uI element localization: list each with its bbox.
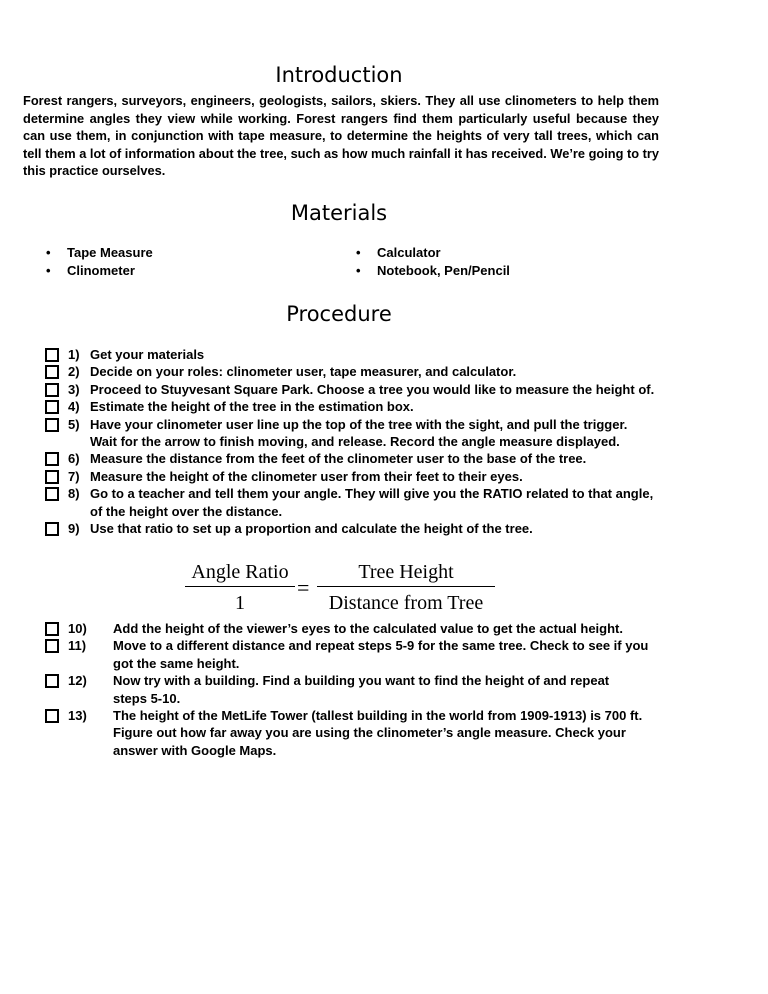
introduction-heading: Introduction — [275, 63, 403, 87]
procedure-heading: Procedure — [286, 302, 392, 326]
procedure-step: 10) Add the height of the viewer’s eyes to the calculated value to get the actual height. — [0, 620, 768, 637]
step-checkbox[interactable] — [45, 522, 59, 536]
step-checkbox[interactable] — [45, 470, 59, 484]
bullet-icon: • — [356, 263, 361, 278]
procedure-step: 9) Use that ratio to set up a proportion and calculate the height of the tree. — [0, 520, 768, 537]
equals-sign: = — [297, 575, 310, 600]
procedure-step: 6) Measure the distance from the feet of the clinometer user to the base of the tree. — [0, 450, 768, 467]
bullet-icon: • — [46, 245, 51, 260]
formula-denominator: Distance from Tree — [328, 592, 484, 614]
step-checkbox[interactable] — [45, 622, 59, 636]
step-checkbox[interactable] — [45, 348, 59, 362]
procedure-steps-continued — [0, 620, 768, 759]
procedure-step: 2) Decide on your roles: clinometer user, tape measurer, and calculator. — [0, 363, 768, 380]
procedure-step: 7) Measure the height of the clinometer user from their feet to their eyes. — [0, 468, 768, 485]
materials-heading: Materials — [290, 201, 388, 225]
material-item: • Notebook, Pen/Pencil — [356, 263, 510, 278]
procedure-step: 1) Get your materials — [0, 346, 768, 363]
formula-denominator: 1 — [235, 592, 245, 614]
step-checkbox[interactable] — [45, 418, 59, 432]
step-checkbox[interactable] — [45, 674, 59, 688]
formula-numerator: Angle Ratio — [191, 561, 289, 583]
right-fraction — [317, 558, 495, 617]
materials-list-left — [45, 244, 153, 280]
bullet-icon: • — [356, 245, 361, 260]
step-checkbox[interactable] — [45, 400, 59, 414]
formula-numerator: Tree Height — [358, 561, 454, 583]
step-checkbox[interactable] — [45, 639, 59, 653]
bullet-icon: • — [46, 263, 51, 278]
material-item: • Tape Measure — [46, 245, 153, 260]
material-item: • Calculator — [356, 245, 441, 260]
step-checkbox[interactable] — [45, 383, 59, 397]
step-checkbox[interactable] — [45, 452, 59, 466]
procedure-step: 12) Now try with a building. Find a building you want to find the height of and repeat steps 5-10. — [0, 672, 768, 707]
left-fraction — [185, 558, 295, 617]
introduction-paragraph: Forest rangers, surveyors, engineers, geologists, sailors, skiers. They all use clinometers to help them determine angles they view while working. Forest rangers find them particularly useful because they can use them, in conjunction with tape measure, to determine the heights of very tall trees, which can tell them a lot of information about the tree, such as how much rainfall it has received. We’re going to try this practice ourselves. — [23, 93, 659, 179]
procedure-step: 8) Go to a teacher and tell them your angle. They will give you the RATIO related to that angle, of the height over the distance. — [0, 485, 768, 520]
step-checkbox[interactable] — [45, 709, 59, 723]
procedure-step: 4) Estimate the height of the tree in the estimation box. — [0, 398, 768, 415]
materials-list-right — [355, 244, 510, 280]
ratio-formula — [185, 558, 495, 618]
procedure-step: 13) The height of the MetLife Tower (tallest building in the world from 1909-1913) is 700 ft. Figure out how far away you are using the clinometer’s angle measure. Check your answer with Google Maps. — [0, 707, 768, 759]
material-item: • Clinometer — [46, 263, 135, 278]
step-checkbox[interactable] — [45, 487, 59, 501]
procedure-step: 3) Proceed to Stuyvesant Square Park. Choose a tree you would like to measure the height of. — [0, 381, 768, 398]
procedure-steps — [0, 346, 768, 537]
procedure-step: 11) Move to a different distance and repeat steps 5-9 for the same tree. Check to see if you got the same height. — [0, 637, 768, 672]
step-checkbox[interactable] — [45, 365, 59, 379]
procedure-step: 5) Have your clinometer user line up the top of the tree with the sight, and pull the trigger. Wait for the arrow to finish moving, and release. Record the angle measure displayed. — [0, 416, 768, 451]
